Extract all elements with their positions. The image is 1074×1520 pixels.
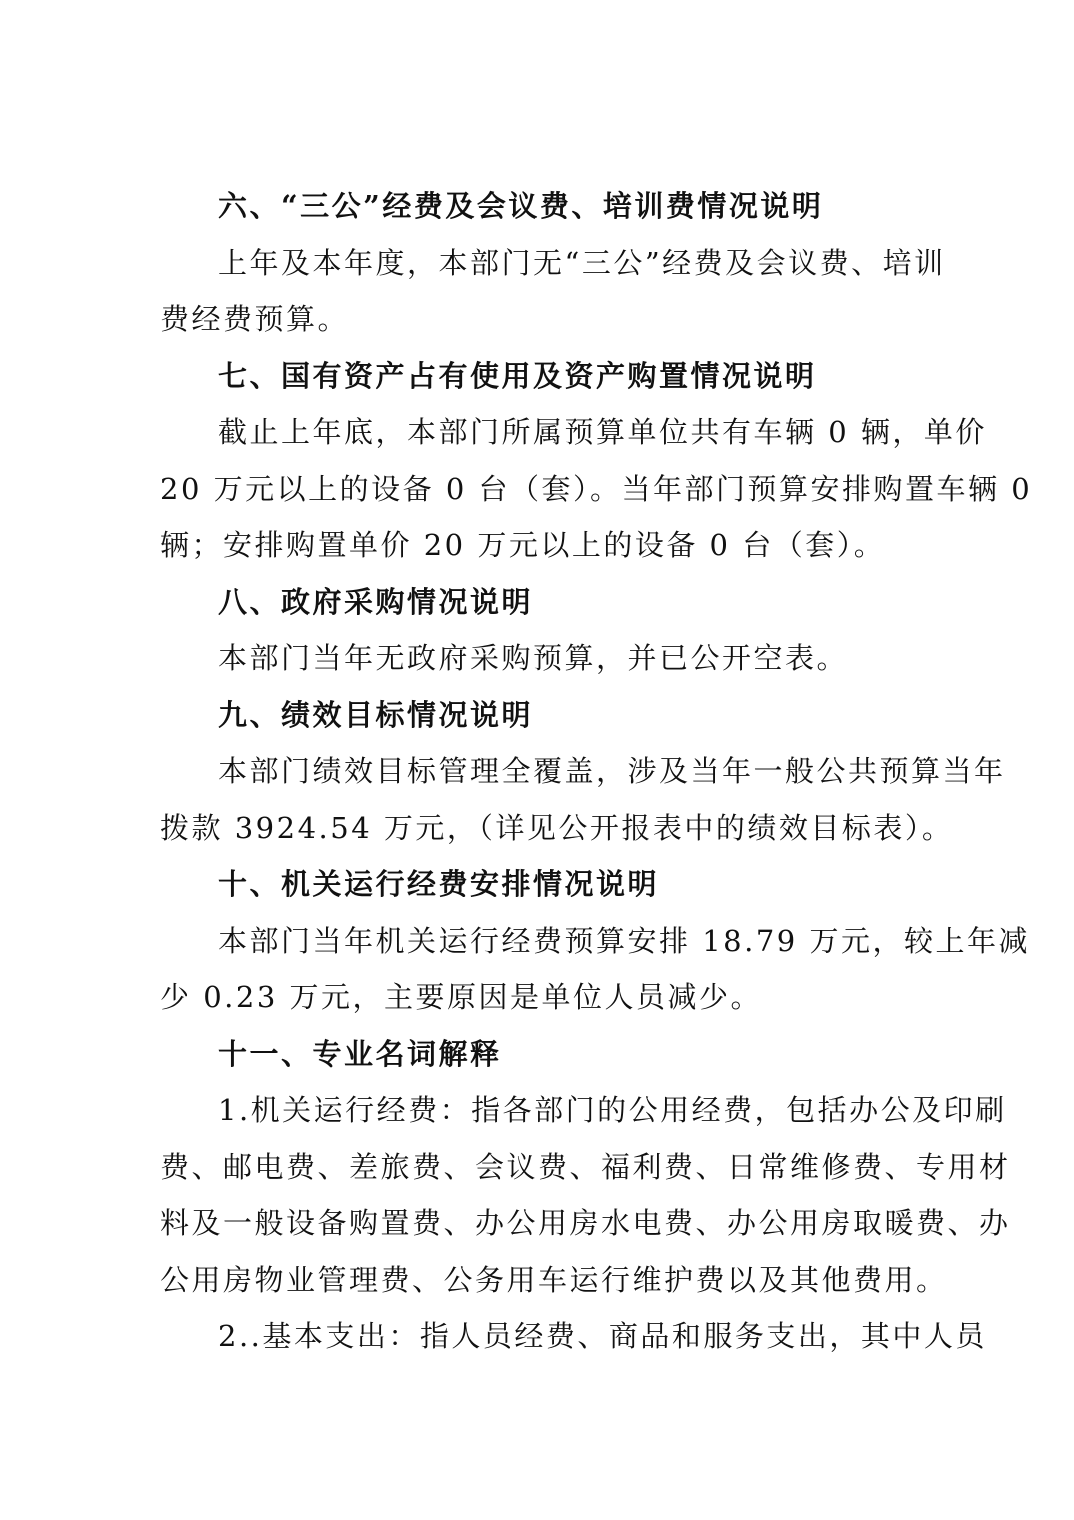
- paragraph-line: 费、邮电费、差旅费、会议费、福利费、日常维修费、专用材: [160, 1149, 1011, 1184]
- paragraph-line: 1.机关运行经费：指各部门的公用经费，包括办公及印刷: [218, 1093, 1007, 1127]
- section-heading: 九、绩效目标情况说明: [218, 697, 534, 732]
- section-8: [160, 574, 926, 687]
- paragraph-line: 本部门当年机关运行经费预算安排 18.79 万元，较上年减: [218, 923, 1030, 958]
- section-heading: 十一、专业名词解释: [218, 1036, 502, 1071]
- section-11: [160, 1026, 1011, 1365]
- document-body: [160, 178, 1033, 1365]
- paragraph-line: 费经费预算。: [160, 302, 350, 336]
- paragraph-line: 公用房物业管理费、公务用车运行维护费以及其他费用。: [160, 1262, 948, 1297]
- section-10: [160, 856, 1030, 1026]
- paragraph-line: 2..基本支出：指人员经费、商品和服务支出，其中人员: [218, 1319, 987, 1353]
- paragraph-line: 本部门当年无政府采购预算，并已公开空表。: [218, 641, 849, 675]
- section-heading: 十、机关运行经费安排情况说明: [218, 867, 660, 901]
- paragraph-line: 拨款 3924.54 万元，（详见公开报表中的绩效目标表）。: [160, 810, 954, 845]
- section-heading: 七、国有资产占有使用及资产购置情况说明: [218, 358, 817, 393]
- section-7: [160, 348, 1033, 574]
- section-heading: 六、“三公”经费及会议费、培训费情况说明: [218, 189, 824, 223]
- paragraph-line: 本部门绩效目标管理全覆盖，涉及当年一般公共预算当年: [218, 754, 1006, 788]
- paragraph-line: 少 0.23 万元，主要原因是单位人员减少。: [160, 980, 763, 1014]
- paragraph-line: 料及一般设备购置费、办公用房水电费、办公用房取暖费、办: [160, 1206, 1011, 1240]
- paragraph-line: 20 万元以上的设备 0 台（套）。当年部门预算安排购置车辆 0: [160, 471, 1033, 506]
- paragraph-line: 截止上年底，本部门所属预算单位共有车辆 0 辆，单价: [218, 415, 987, 449]
- section-6: [160, 178, 946, 348]
- section-9: [160, 687, 1006, 857]
- section-heading: 八、政府采购情况说明: [218, 584, 534, 619]
- paragraph-line: 上年及本年度，本部门无“三公”经费及会议费、培训: [218, 245, 946, 280]
- paragraph-line: 辆；安排购置单价 20 万元以上的设备 0 台（套）。: [160, 528, 886, 562]
